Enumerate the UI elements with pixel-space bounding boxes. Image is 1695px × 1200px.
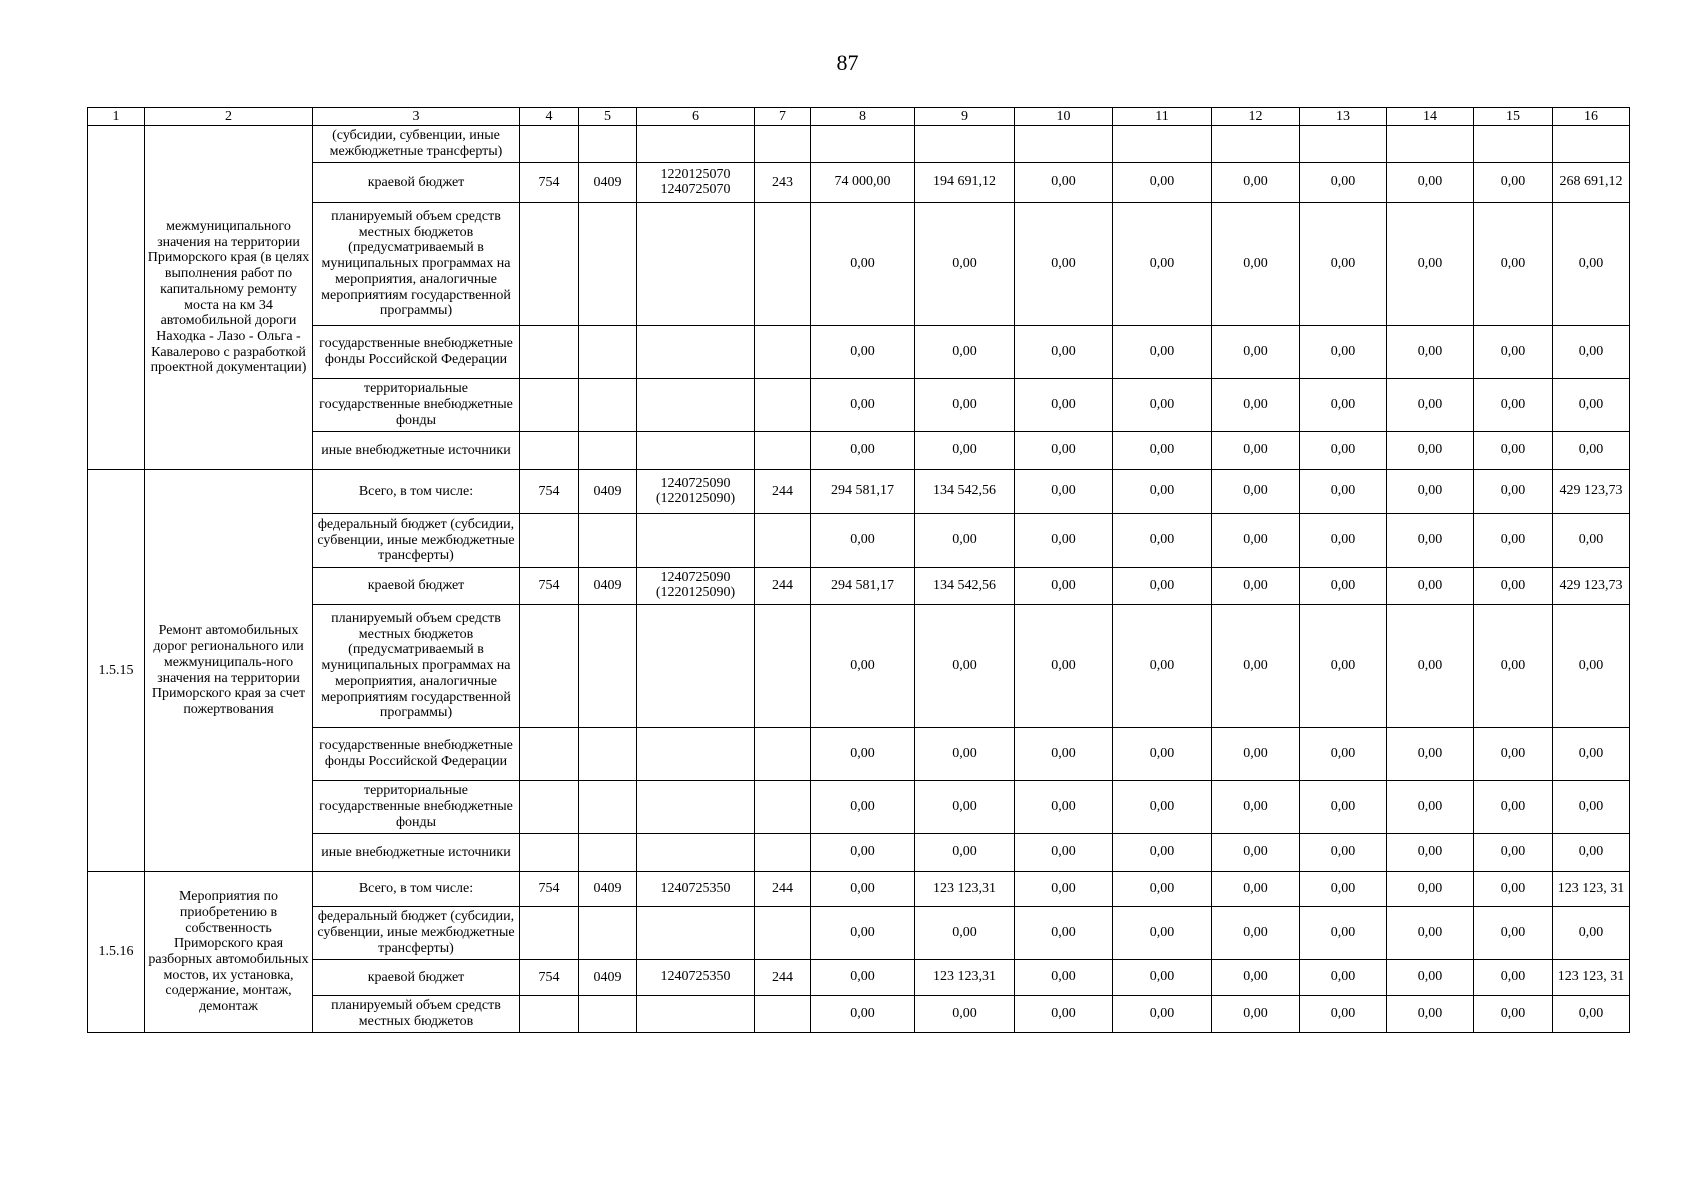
- target-article: 1240725350: [637, 872, 755, 907]
- funding-source: Всего, в том числе:: [313, 872, 520, 907]
- amount-value: 0,00: [915, 996, 1015, 1033]
- amount-value: 0,00: [1387, 907, 1474, 960]
- column-number: 13: [1300, 108, 1387, 126]
- amount-value: 0,00: [1015, 781, 1113, 834]
- section-code: [579, 326, 637, 379]
- expense-type: [755, 907, 811, 960]
- amount-value: 0,00: [1300, 568, 1387, 605]
- amount-value: 0,00: [1387, 163, 1474, 203]
- amount-value: [1300, 126, 1387, 163]
- total-value: 429 123,73: [1553, 568, 1630, 605]
- total-value: [1553, 126, 1630, 163]
- total-value: 0,00: [1553, 326, 1630, 379]
- table-row: [88, 326, 1630, 379]
- ministry-code: [520, 834, 579, 872]
- amount-value: 0,00: [1113, 728, 1212, 781]
- budget-table: [87, 107, 1630, 1033]
- table-row: [88, 379, 1630, 432]
- section-code: [579, 379, 637, 432]
- amount-value: 123 123,31: [915, 960, 1015, 996]
- amount-value: 0,00: [811, 907, 915, 960]
- section-code: [579, 432, 637, 470]
- amount-value: 0,00: [1212, 996, 1300, 1033]
- funding-source: планируемый объем средств местных бюджетов: [313, 996, 520, 1033]
- amount-value: 0,00: [1113, 432, 1212, 470]
- amount-value: 0,00: [1015, 872, 1113, 907]
- amount-value: 0,00: [811, 872, 915, 907]
- amount-value: 0,00: [1474, 326, 1553, 379]
- total-value: 0,00: [1553, 728, 1630, 781]
- target-article: [637, 326, 755, 379]
- amount-value: 0,00: [1300, 470, 1387, 514]
- amount-value: 0,00: [1113, 605, 1212, 728]
- amount-value: 0,00: [1212, 163, 1300, 203]
- amount-value: 0,00: [811, 432, 915, 470]
- ministry-code: 754: [520, 872, 579, 907]
- section-code: [579, 907, 637, 960]
- amount-value: 0,00: [1113, 781, 1212, 834]
- amount-value: 0,00: [1212, 907, 1300, 960]
- amount-value: 0,00: [811, 781, 915, 834]
- funding-source: Всего, в том числе:: [313, 470, 520, 514]
- amount-value: 0,00: [1387, 379, 1474, 432]
- column-number-row: [88, 108, 1630, 126]
- amount-value: 0,00: [1113, 326, 1212, 379]
- amount-value: 0,00: [1212, 781, 1300, 834]
- amount-value: 0,00: [1300, 872, 1387, 907]
- amount-value: 0,00: [1113, 960, 1212, 996]
- ministry-code: 754: [520, 960, 579, 996]
- section-code: 0409: [579, 872, 637, 907]
- ministry-code: [520, 514, 579, 568]
- amount-value: 0,00: [1387, 326, 1474, 379]
- expense-type: [755, 996, 811, 1033]
- amount-value: 0,00: [1212, 605, 1300, 728]
- amount-value: 0,00: [1212, 960, 1300, 996]
- table-row: [88, 605, 1630, 728]
- amount-value: 0,00: [1474, 379, 1553, 432]
- table-row: [88, 872, 1630, 907]
- column-number: 5: [579, 108, 637, 126]
- target-article: [637, 834, 755, 872]
- amount-value: 0,00: [1212, 203, 1300, 326]
- amount-value: 0,00: [1300, 728, 1387, 781]
- amount-value: 0,00: [1015, 203, 1113, 326]
- table-row: [88, 781, 1630, 834]
- amount-value: 0,00: [1015, 514, 1113, 568]
- amount-value: 0,00: [1015, 996, 1113, 1033]
- amount-value: 0,00: [1212, 834, 1300, 872]
- ministry-code: 754: [520, 163, 579, 203]
- amount-value: 0,00: [1474, 163, 1553, 203]
- amount-value: [1113, 126, 1212, 163]
- ministry-code: [520, 379, 579, 432]
- amount-value: 0,00: [1387, 514, 1474, 568]
- column-number: 11: [1113, 108, 1212, 126]
- amount-value: 0,00: [1300, 163, 1387, 203]
- total-value: 0,00: [1553, 432, 1630, 470]
- target-article: 1240725090 (1220125090): [637, 470, 755, 514]
- expense-type: [755, 326, 811, 379]
- amount-value: 0,00: [1387, 834, 1474, 872]
- amount-value: 0,00: [1474, 605, 1553, 728]
- table-row: [88, 960, 1630, 996]
- amount-value: 0,00: [1474, 470, 1553, 514]
- amount-value: 0,00: [1113, 834, 1212, 872]
- funding-source: (субсидии, субвенции, иные межбюджетные трансферты): [313, 126, 520, 163]
- expense-type: [755, 834, 811, 872]
- amount-value: 0,00: [1474, 432, 1553, 470]
- amount-value: 0,00: [1212, 432, 1300, 470]
- expense-type: 244: [755, 470, 811, 514]
- ministry-code: [520, 781, 579, 834]
- amount-value: 0,00: [1300, 203, 1387, 326]
- table-row: [88, 996, 1630, 1033]
- amount-value: 0,00: [1300, 379, 1387, 432]
- amount-value: 0,00: [811, 514, 915, 568]
- amount-value: 0,00: [1474, 872, 1553, 907]
- amount-value: 0,00: [1387, 996, 1474, 1033]
- funding-source: планируемый объем средств местных бюджетов (предусматриваемый в муниципальных программах на мероприятия, аналогичные мероприятиям государственной программы): [313, 605, 520, 728]
- table-row: [88, 834, 1630, 872]
- item-number: [88, 126, 145, 470]
- table-row: [88, 126, 1630, 163]
- amount-value: 0,00: [1113, 163, 1212, 203]
- column-number: 6: [637, 108, 755, 126]
- amount-value: 0,00: [1212, 728, 1300, 781]
- column-number: 8: [811, 108, 915, 126]
- ministry-code: 754: [520, 470, 579, 514]
- amount-value: 0,00: [1300, 960, 1387, 996]
- amount-value: 0,00: [1113, 379, 1212, 432]
- amount-value: 0,00: [1113, 907, 1212, 960]
- target-article: [637, 996, 755, 1033]
- amount-value: 0,00: [1387, 432, 1474, 470]
- expense-type: [755, 203, 811, 326]
- amount-value: 0,00: [1212, 514, 1300, 568]
- amount-value: 0,00: [1113, 996, 1212, 1033]
- expense-type: 244: [755, 872, 811, 907]
- amount-value: 294 581,17: [811, 470, 915, 514]
- target-article: [637, 728, 755, 781]
- amount-value: 0,00: [1387, 781, 1474, 834]
- section-code: [579, 834, 637, 872]
- amount-value: 0,00: [915, 326, 1015, 379]
- amount-value: 294 581,17: [811, 568, 915, 605]
- amount-value: 0,00: [1015, 960, 1113, 996]
- amount-value: 0,00: [811, 728, 915, 781]
- total-value: 0,00: [1553, 834, 1630, 872]
- amount-value: 0,00: [915, 907, 1015, 960]
- amount-value: 0,00: [1300, 996, 1387, 1033]
- amount-value: 0,00: [1300, 605, 1387, 728]
- item-number: 1.5.16: [88, 872, 145, 1033]
- section-code: [579, 728, 637, 781]
- amount-value: 0,00: [1015, 163, 1113, 203]
- amount-value: 0,00: [1015, 379, 1113, 432]
- funding-source: государственные внебюджетные фонды Российской Федерации: [313, 326, 520, 379]
- amount-value: 0,00: [915, 605, 1015, 728]
- table-row: [88, 432, 1630, 470]
- amount-value: 0,00: [1387, 605, 1474, 728]
- amount-value: 0,00: [1212, 379, 1300, 432]
- ministry-code: [520, 126, 579, 163]
- amount-value: [1212, 126, 1300, 163]
- ministry-code: [520, 996, 579, 1033]
- section-code: [579, 996, 637, 1033]
- column-number: 1: [88, 108, 145, 126]
- total-value: 0,00: [1553, 203, 1630, 326]
- column-number: 4: [520, 108, 579, 126]
- target-article: 1240725350: [637, 960, 755, 996]
- expense-type: 244: [755, 568, 811, 605]
- amount-value: 0,00: [915, 203, 1015, 326]
- amount-value: 0,00: [915, 379, 1015, 432]
- page-number: 87: [836, 50, 859, 75]
- amount-value: 0,00: [1113, 872, 1212, 907]
- total-value: 123 123, 31: [1553, 960, 1630, 996]
- column-number: 12: [1212, 108, 1300, 126]
- amount-value: 0,00: [1387, 470, 1474, 514]
- total-value: 0,00: [1553, 996, 1630, 1033]
- amount-value: 0,00: [1113, 568, 1212, 605]
- section-code: 0409: [579, 568, 637, 605]
- amount-value: 0,00: [1300, 834, 1387, 872]
- amount-value: 0,00: [1113, 470, 1212, 514]
- column-number: 7: [755, 108, 811, 126]
- amount-value: 0,00: [811, 379, 915, 432]
- amount-value: 0,00: [1300, 781, 1387, 834]
- amount-value: 0,00: [915, 728, 1015, 781]
- total-value: 0,00: [1553, 514, 1630, 568]
- expense-type: 243: [755, 163, 811, 203]
- amount-value: 0,00: [1113, 203, 1212, 326]
- expense-type: [755, 514, 811, 568]
- section-code: [579, 203, 637, 326]
- funding-source: федеральный бюджет (субсидии, субвенции, иные межбюджетные трансферты): [313, 514, 520, 568]
- amount-value: 74 000,00: [811, 163, 915, 203]
- ministry-code: [520, 907, 579, 960]
- amount-value: 0,00: [1015, 326, 1113, 379]
- table-row: [88, 907, 1630, 960]
- table-row: [88, 728, 1630, 781]
- amount-value: 0,00: [1015, 728, 1113, 781]
- amount-value: 0,00: [915, 514, 1015, 568]
- column-number: 16: [1553, 108, 1630, 126]
- column-number: 2: [145, 108, 313, 126]
- target-article: [637, 907, 755, 960]
- amount-value: 0,00: [1015, 605, 1113, 728]
- amount-value: 0,00: [1300, 432, 1387, 470]
- amount-value: [915, 126, 1015, 163]
- amount-value: 0,00: [1300, 907, 1387, 960]
- amount-value: [1474, 126, 1553, 163]
- amount-value: 0,00: [1474, 996, 1553, 1033]
- expense-type: [755, 126, 811, 163]
- amount-value: 0,00: [811, 605, 915, 728]
- expense-type: [755, 432, 811, 470]
- column-number: 10: [1015, 108, 1113, 126]
- funding-source: планируемый объем средств местных бюджетов (предусматриваемый в муниципальных программах на мероприятия, аналогичные мероприятиям государственной программы): [313, 203, 520, 326]
- amount-value: 0,00: [1212, 568, 1300, 605]
- item-name: межмуниципального значения на территории Приморского края (в целях выполнения работ по капитальному ремонту моста на км 34 автомобильной дороги Находка - Лазо - Ольга - Кавалерово с разработкой проектной документации): [145, 126, 313, 470]
- total-value: 0,00: [1553, 781, 1630, 834]
- funding-source: территориальные государственные внебюджетные фонды: [313, 379, 520, 432]
- expense-type: 244: [755, 960, 811, 996]
- amount-value: [811, 126, 915, 163]
- amount-value: 0,00: [811, 834, 915, 872]
- table-row: [88, 514, 1630, 568]
- section-code: [579, 605, 637, 728]
- amount-value: 0,00: [1300, 326, 1387, 379]
- item-name: Ремонт автомобильных дорог регионального или межмуниципаль-ного значения на территории Приморского края за счет пожертвования: [145, 470, 313, 872]
- amount-value: 0,00: [915, 834, 1015, 872]
- amount-value: 0,00: [1474, 834, 1553, 872]
- total-value: 123 123, 31: [1553, 872, 1630, 907]
- ministry-code: [520, 432, 579, 470]
- total-value: 0,00: [1553, 907, 1630, 960]
- amount-value: [1015, 126, 1113, 163]
- section-code: [579, 781, 637, 834]
- expense-type: [755, 379, 811, 432]
- expense-type: [755, 781, 811, 834]
- amount-value: 0,00: [1113, 514, 1212, 568]
- section-code: [579, 514, 637, 568]
- column-number: 3: [313, 108, 520, 126]
- amount-value: 0,00: [1387, 728, 1474, 781]
- amount-value: 134 542,56: [915, 470, 1015, 514]
- amount-value: 194 691,12: [915, 163, 1015, 203]
- table-body: [88, 108, 1630, 1033]
- amount-value: 0,00: [1387, 960, 1474, 996]
- section-code: 0409: [579, 960, 637, 996]
- target-article: 1220125070 1240725070: [637, 163, 755, 203]
- column-number: 9: [915, 108, 1015, 126]
- funding-source: краевой бюджет: [313, 163, 520, 203]
- section-code: 0409: [579, 470, 637, 514]
- ministry-code: [520, 326, 579, 379]
- amount-value: 0,00: [1387, 872, 1474, 907]
- column-number: 14: [1387, 108, 1474, 126]
- target-article: [637, 379, 755, 432]
- amount-value: 134 542,56: [915, 568, 1015, 605]
- table-row: [88, 568, 1630, 605]
- amount-value: 0,00: [915, 781, 1015, 834]
- amount-value: 0,00: [1015, 568, 1113, 605]
- expense-type: [755, 728, 811, 781]
- table-row: [88, 163, 1630, 203]
- target-article: [637, 605, 755, 728]
- amount-value: 0,00: [1212, 872, 1300, 907]
- total-value: 429 123,73: [1553, 470, 1630, 514]
- total-value: 0,00: [1553, 379, 1630, 432]
- section-code: [579, 126, 637, 163]
- ministry-code: [520, 728, 579, 781]
- amount-value: 0,00: [915, 432, 1015, 470]
- total-value: 0,00: [1553, 605, 1630, 728]
- funding-source: краевой бюджет: [313, 960, 520, 996]
- target-article: 1240725090 (1220125090): [637, 568, 755, 605]
- amount-value: 0,00: [1015, 834, 1113, 872]
- amount-value: 0,00: [1015, 907, 1113, 960]
- item-number: 1.5.15: [88, 470, 145, 872]
- ministry-code: [520, 203, 579, 326]
- target-article: [637, 781, 755, 834]
- amount-value: 0,00: [1300, 514, 1387, 568]
- amount-value: 0,00: [1474, 568, 1553, 605]
- amount-value: 0,00: [1474, 907, 1553, 960]
- ministry-code: 754: [520, 568, 579, 605]
- amount-value: 0,00: [1015, 470, 1113, 514]
- amount-value: 0,00: [1387, 203, 1474, 326]
- funding-source: государственные внебюджетные фонды Российской Федерации: [313, 728, 520, 781]
- target-article: [637, 203, 755, 326]
- amount-value: 0,00: [811, 960, 915, 996]
- funding-source: федеральный бюджет (субсидии, субвенции, иные межбюджетные трансферты): [313, 907, 520, 960]
- target-article: [637, 514, 755, 568]
- column-number: 15: [1474, 108, 1553, 126]
- ministry-code: [520, 605, 579, 728]
- amount-value: 0,00: [811, 996, 915, 1033]
- amount-value: 0,00: [1015, 432, 1113, 470]
- amount-value: 0,00: [1474, 203, 1553, 326]
- amount-value: 0,00: [1212, 326, 1300, 379]
- item-name: Мероприятия по приобретению в собственность Приморского края разборных автомобильных мостов, их установка, содержание, монтаж, демонтаж: [145, 872, 313, 1033]
- total-value: 268 691,12: [1553, 163, 1630, 203]
- amount-value: [1387, 126, 1474, 163]
- amount-value: 0,00: [1474, 514, 1553, 568]
- funding-source: иные внебюджетные источники: [313, 834, 520, 872]
- amount-value: 0,00: [811, 326, 915, 379]
- funding-source: краевой бюджет: [313, 568, 520, 605]
- section-code: 0409: [579, 163, 637, 203]
- amount-value: 123 123,31: [915, 872, 1015, 907]
- table-row: [88, 203, 1630, 326]
- amount-value: 0,00: [1474, 728, 1553, 781]
- target-article: [637, 126, 755, 163]
- amount-value: 0,00: [811, 203, 915, 326]
- target-article: [637, 432, 755, 470]
- amount-value: 0,00: [1387, 568, 1474, 605]
- amount-value: 0,00: [1474, 960, 1553, 996]
- table-row: [88, 470, 1630, 514]
- funding-source: иные внебюджетные источники: [313, 432, 520, 470]
- amount-value: 0,00: [1474, 781, 1553, 834]
- funding-source: территориальные государственные внебюджетные фонды: [313, 781, 520, 834]
- expense-type: [755, 605, 811, 728]
- amount-value: 0,00: [1212, 470, 1300, 514]
